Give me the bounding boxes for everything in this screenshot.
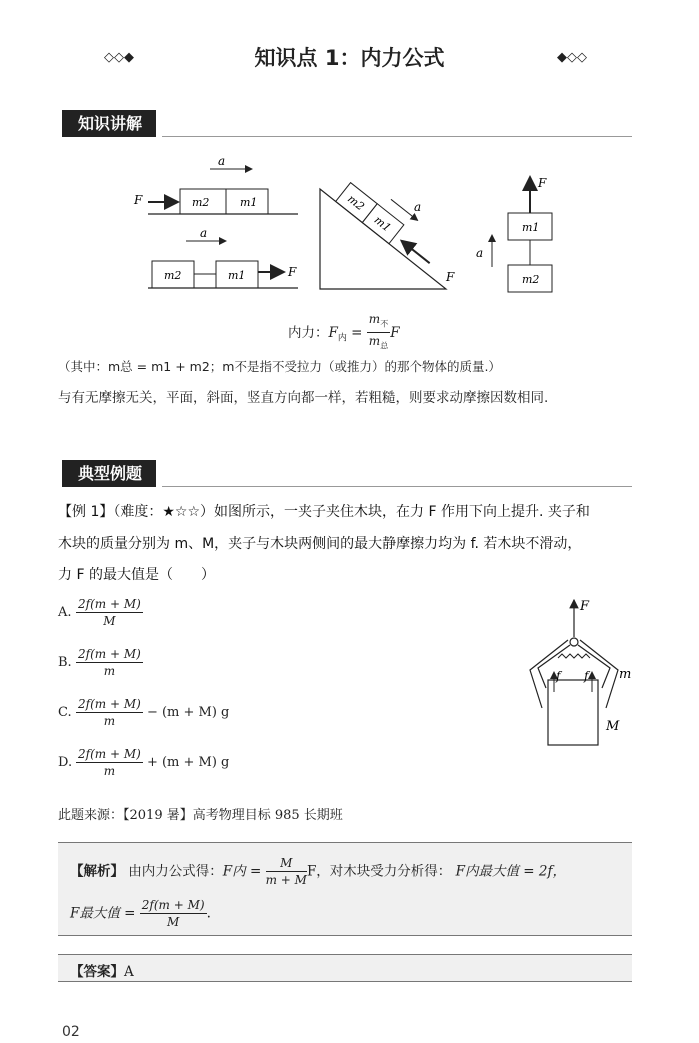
example-tag: 【例 1】（难度：★☆☆） — [58, 504, 215, 520]
label-f-left: f — [556, 669, 561, 683]
label-f-right: f — [584, 669, 589, 683]
label-m1: m1 — [240, 196, 258, 209]
title-decoration-left: ◇◇◆ — [104, 50, 134, 65]
option-b[interactable]: B. $\frac{2f(m + M)}{m}$ — [58, 647, 141, 678]
answer-box — [58, 954, 632, 982]
option-c[interactable]: C. $\frac{2f(m + M)}{m}$ − (m + M) g — [58, 697, 230, 728]
answer-value: A — [124, 964, 134, 980]
svg-text:a: a — [200, 226, 208, 240]
diagram-incline — [320, 173, 455, 289]
label-F: F — [580, 599, 590, 614]
physics-diagram-blocks — [120, 155, 580, 305]
internal-force-formula: 内力：$F_内$ = $\frac{m_不}{m_总}$ F — [288, 312, 400, 351]
diagram-vertical — [476, 176, 552, 292]
svg-text:F: F — [288, 265, 297, 279]
svg-text:m2: m2 — [164, 269, 182, 282]
option-d[interactable]: D. $\frac{2f(m + M)}{m}$ + (m + M) g — [58, 747, 230, 778]
example-line-2: 木块的质量分别为 m、M，夹子与木块两侧间的最大静摩擦力均为 f. 若木块不滑动， — [58, 536, 582, 552]
label-a: a — [218, 155, 226, 168]
note-line-2: 与有无摩擦无关，平面，斜面，竖直方向都一样，若粗糙，则要求动摩擦因数相同. — [58, 390, 549, 406]
svg-text:F: F — [538, 176, 547, 190]
section-divider — [162, 136, 632, 137]
page-title: 知识点 1：内力公式 — [254, 46, 445, 70]
diagram-pull — [148, 226, 298, 288]
example-line-3: 力 F 的最大值是（ ） — [58, 567, 215, 583]
svg-text:m2: m2 — [345, 192, 367, 214]
svg-text:m1: m1 — [522, 221, 540, 234]
analysis-line-2: F最大值 = $\frac{2f(m + M)}{M}$ . — [70, 898, 211, 929]
label-m: m — [619, 667, 632, 682]
page-number: 02 — [62, 1024, 80, 1040]
answer-line — [70, 960, 134, 980]
svg-text:a: a — [476, 246, 484, 260]
question-source: 此题来源：【2019 暑】高考物理目标 985 长期班 — [58, 808, 343, 823]
diagram-push — [133, 155, 298, 214]
analysis-line-1: 【解析】 由内力公式得：F内 = $\frac{M}{m + M}$ F，对木块受力分析得： F内最大值 = 2f， — [70, 856, 566, 887]
section-label: 知识讲解 — [62, 110, 156, 137]
analysis-tag: 【解析】 — [70, 863, 124, 880]
note-line-1: （其中：m总 = m1 + m2；m不是指不受拉力（或推力）的那个物体的质量.） — [58, 359, 501, 374]
clamp-diagram — [520, 592, 640, 752]
svg-text:m1: m1 — [228, 269, 246, 282]
label-m2: m2 — [192, 196, 210, 209]
title-row — [0, 42, 699, 76]
example-line-1: 【例 1】（难度：★☆☆）如图所示，一夹子夹住木块，在力 F 作用下向上提升. 夹子和 — [58, 504, 590, 520]
section-divider — [162, 486, 632, 487]
svg-text:a: a — [414, 200, 422, 214]
svg-text:F: F — [446, 270, 455, 284]
section-label: 典型例题 — [62, 460, 156, 487]
answer-tag: 【答案】 — [70, 964, 124, 980]
svg-text:m1: m1 — [371, 213, 394, 235]
label-F: F — [134, 193, 143, 207]
label-M: M — [606, 719, 620, 734]
option-a[interactable]: A. $\frac{2f(m + M)}{M}$ — [58, 597, 141, 628]
svg-text:m2: m2 — [522, 273, 540, 286]
title-decoration-right: ◆◇◇ — [557, 50, 587, 65]
analysis-box — [58, 842, 632, 936]
